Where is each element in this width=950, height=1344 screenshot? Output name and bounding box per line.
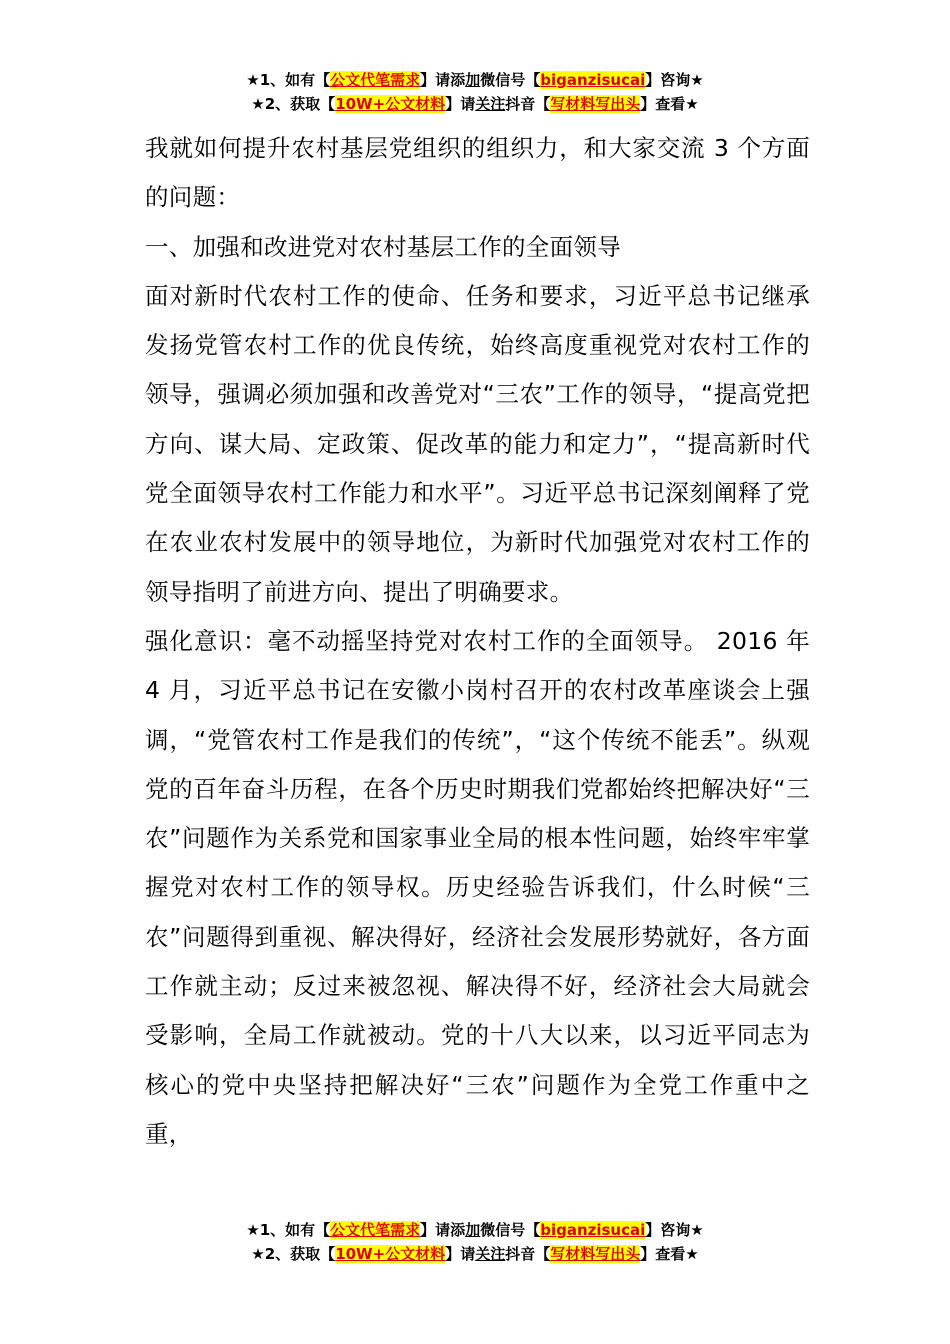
promo-text: 微信号【 [480,1221,541,1239]
promo-wechat-id: biganzisucai [540,1221,646,1239]
promo-text: 微信号【 [480,71,541,89]
promo-banner-top [0,68,950,116]
promo-text: 抖音【 [505,95,551,113]
promo-text: ★2、获取【 [251,1245,336,1263]
promo-underlined: 加 [465,71,481,89]
promo-highlight: 公文代笔需求 [330,71,421,89]
promo-text: 】咨询★ [645,1221,704,1239]
promo-text: 】请添 [420,71,466,89]
promo-line-2 [0,1242,950,1266]
intro-paragraph: 我就如何提升农村基层党组织的组织力，和大家交流 3 个方面的问题： [145,134,810,212]
promo-text: 抖音【 [505,1245,551,1263]
promo-wechat-id: biganzisucai [540,71,646,89]
promo-line-2 [0,92,950,116]
promo-line-1 [0,1218,950,1242]
promo-text: ★2、获取【 [251,95,336,113]
promo-douyin-account: 写材料写出头 [550,95,641,113]
promo-underlined: 关注 [475,95,506,113]
promo-text: 】查看★ [640,95,699,113]
promo-highlight: 公文代笔需求 [330,1221,421,1239]
promo-text: 】查看★ [640,1245,699,1263]
promo-banner-bottom [0,1218,950,1266]
promo-highlight: 10W+公文材料 [335,1245,446,1263]
body-paragraph: 面对新时代农村工作的使命、任务和要求，习近平总书记继承发扬党管农村工作的优良传统，始终高度重视党对农村工作的领导，强调必须加强和改善党对“三农”工作的领导，“提高党把方向、谋大局、定政策、促改革的能力和定力”，“提高新时代党全面领导农村工作能力和水平”。习近平总书记深刻阐释了党在农业农村发展中的领导地位，为新时代加强党对农村工作的领导指明了前进方向、提出了明确要求。 [145,281,810,606]
promo-underlined: 关注 [475,1245,506,1263]
section-heading: 一、加强和改进党对农村基层工作的全面领导 [145,232,621,261]
promo-highlight: 10W+公文材料 [335,95,446,113]
promo-text: 】咨询★ [645,71,704,89]
promo-text: 】请 [445,1245,476,1263]
promo-line-1 [0,68,950,92]
document-body [145,124,810,1159]
promo-text: ★1、如有【 [246,1221,331,1239]
body-paragraph: 强化意识：毫不动摇坚持党对农村工作的全面领导。 2016 年 4 月，习近平总书记在安徽小岗村召开的农村改革座谈会上强调，“党管农村工作是我们的传统”，“这个传统不能丢”。纵观党的百年奋斗历程，在各个历史时期我们党都始终把解决好“三农”问题作为关系党和国家事业全局的根本性问题，始终牢牢掌握党对农村工作的领导权。历史经验告诉我们，什么时候“三农”问题得到重视、解决得好，经济社会发展形势就好，各方面工作就主动；反过来被忽视、解决得不好，经济社会大局就会受影响，全局工作就被动。党的十八大以来，以习近平同志为核心的党中央坚持把解决好“三农”问题作为全党工作重中之重， [145,626,810,1148]
promo-douyin-account: 写材料写出头 [550,1245,641,1263]
promo-text: 】请 [445,95,476,113]
promo-underlined: 加 [465,1221,481,1239]
promo-text: 】请添 [420,1221,466,1239]
promo-text: ★1、如有【 [246,71,331,89]
